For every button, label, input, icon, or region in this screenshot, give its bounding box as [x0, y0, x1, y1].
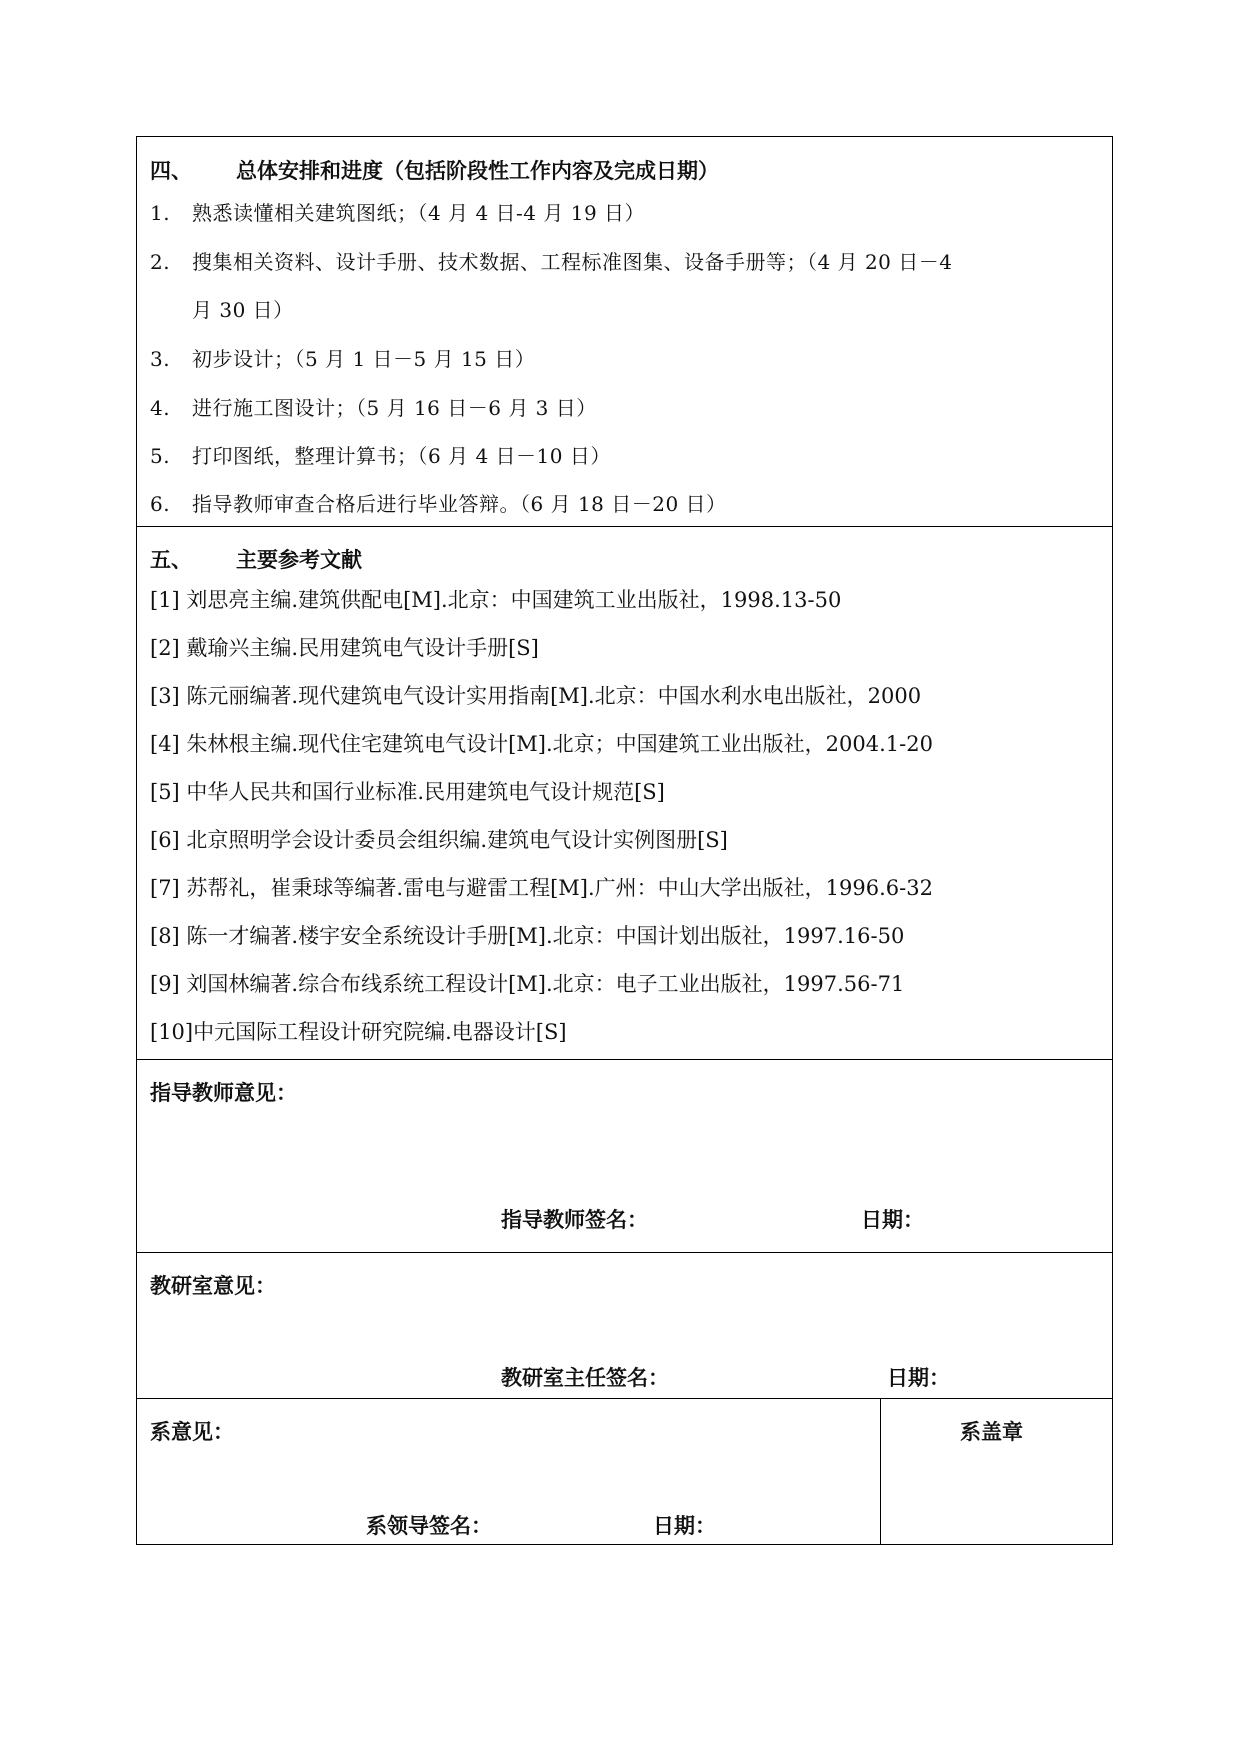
- references-number: 五、: [150, 547, 192, 572]
- office-opinion-label: 教研室意见：: [150, 1273, 276, 1298]
- item-text: 指导教师审查合格后进行毕业答辩。（6 月 18 日－20 日）: [192, 492, 727, 516]
- department-date-label: 日期：: [653, 1513, 716, 1538]
- item-index: 2.: [150, 250, 171, 274]
- schedule-item: [150, 392, 597, 421]
- office-date-label: 日期：: [887, 1365, 950, 1390]
- reference-item: [8] 陈一才编著.楼宇安全系统设计手册[M].北京：中国计划出版社，1997.16-50: [150, 924, 905, 948]
- reference-item: [4] 朱林根主编.现代住宅建筑电气设计[M].北京；中国建筑工业出版社，2004.1-20: [150, 732, 933, 756]
- references-heading: [150, 544, 362, 574]
- item-index: 4.: [150, 396, 171, 420]
- schedule-item: [150, 246, 952, 275]
- item-text: 进行施工图设计；（5 月 16 日－6 月 3 日）: [192, 396, 597, 420]
- reference-item: [6] 北京照明学会设计委员会组织编.建筑电气设计实例图册[S]: [150, 828, 728, 852]
- form-table: [136, 136, 1113, 1545]
- department-opinion-section: [137, 1398, 1112, 1544]
- advisor-date-label: 日期：: [861, 1207, 924, 1232]
- schedule-number: 四、: [150, 158, 192, 183]
- reference-item: [2] 戴瑜兴主编.民用建筑电气设计手册[S]: [150, 636, 539, 660]
- schedule-item: [150, 197, 645, 226]
- schedule-item-continuation: [150, 294, 294, 323]
- item-text: 月 30 日）: [192, 298, 294, 322]
- office-signature-label: 教研室主任签名：: [501, 1365, 669, 1390]
- reference-item: [5] 中华人民共和国行业标准.民用建筑电气设计规范[S]: [150, 780, 665, 804]
- reference-item: [10]中元国际工程设计研究院编.电器设计[S]: [150, 1020, 567, 1044]
- schedule-heading: [150, 155, 719, 185]
- item-index: 3.: [150, 347, 171, 371]
- schedule-item: [150, 488, 727, 517]
- department-opinion-label: 系意见：: [150, 1419, 234, 1444]
- schedule-item: [150, 440, 611, 469]
- advisor-signature-label: 指导教师签名：: [501, 1207, 648, 1232]
- advisor-opinion-label: 指导教师意见：: [150, 1080, 297, 1105]
- department-seal-label: 系盖章: [960, 1419, 1023, 1444]
- office-opinion-section: [137, 1252, 1112, 1398]
- item-index: 5.: [150, 444, 171, 468]
- department-signature-label: 系领导签名：: [366, 1513, 492, 1538]
- item-text: 熟悉读懂相关建筑图纸；（4 月 4 日-4 月 19 日）: [192, 201, 646, 225]
- item-text: 搜集相关资料、设计手册、技术数据、工程标准图集、设备手册等；（4 月 20 日－4: [192, 250, 953, 274]
- schedule-section: [137, 137, 1112, 526]
- references-title: 主要参考文献: [236, 547, 362, 572]
- item-text: 打印图纸，整理计算书；（6 月 4 日－10 日）: [192, 444, 611, 468]
- item-index: 1.: [150, 201, 171, 225]
- reference-item: [1] 刘思亮主编.建筑供配电[M].北京：中国建筑工业出版社，1998.13-50: [150, 588, 842, 612]
- item-index: 6.: [150, 492, 171, 516]
- references-section: [137, 526, 1112, 1059]
- seal-column-divider: [880, 1398, 881, 1544]
- advisor-opinion-section: [137, 1059, 1112, 1252]
- schedule-title: 总体安排和进度（包括阶段性工作内容及完成日期）: [236, 158, 719, 183]
- schedule-item: [150, 343, 535, 372]
- reference-item: [3] 陈元丽编著.现代建筑电气设计实用指南[M].北京：中国水利水电出版社，2000: [150, 684, 922, 708]
- item-text: 初步设计；（5 月 1 日－5 月 15 日）: [192, 347, 536, 371]
- reference-item: [9] 刘国林编著.综合布线系统工程设计[M].北京：电子工业出版社，1997.56-71: [150, 972, 905, 996]
- reference-item: [7] 苏帮礼，崔秉球等编著.雷电与避雷工程[M].广州：中山大学出版社，1996.6-32: [150, 876, 933, 900]
